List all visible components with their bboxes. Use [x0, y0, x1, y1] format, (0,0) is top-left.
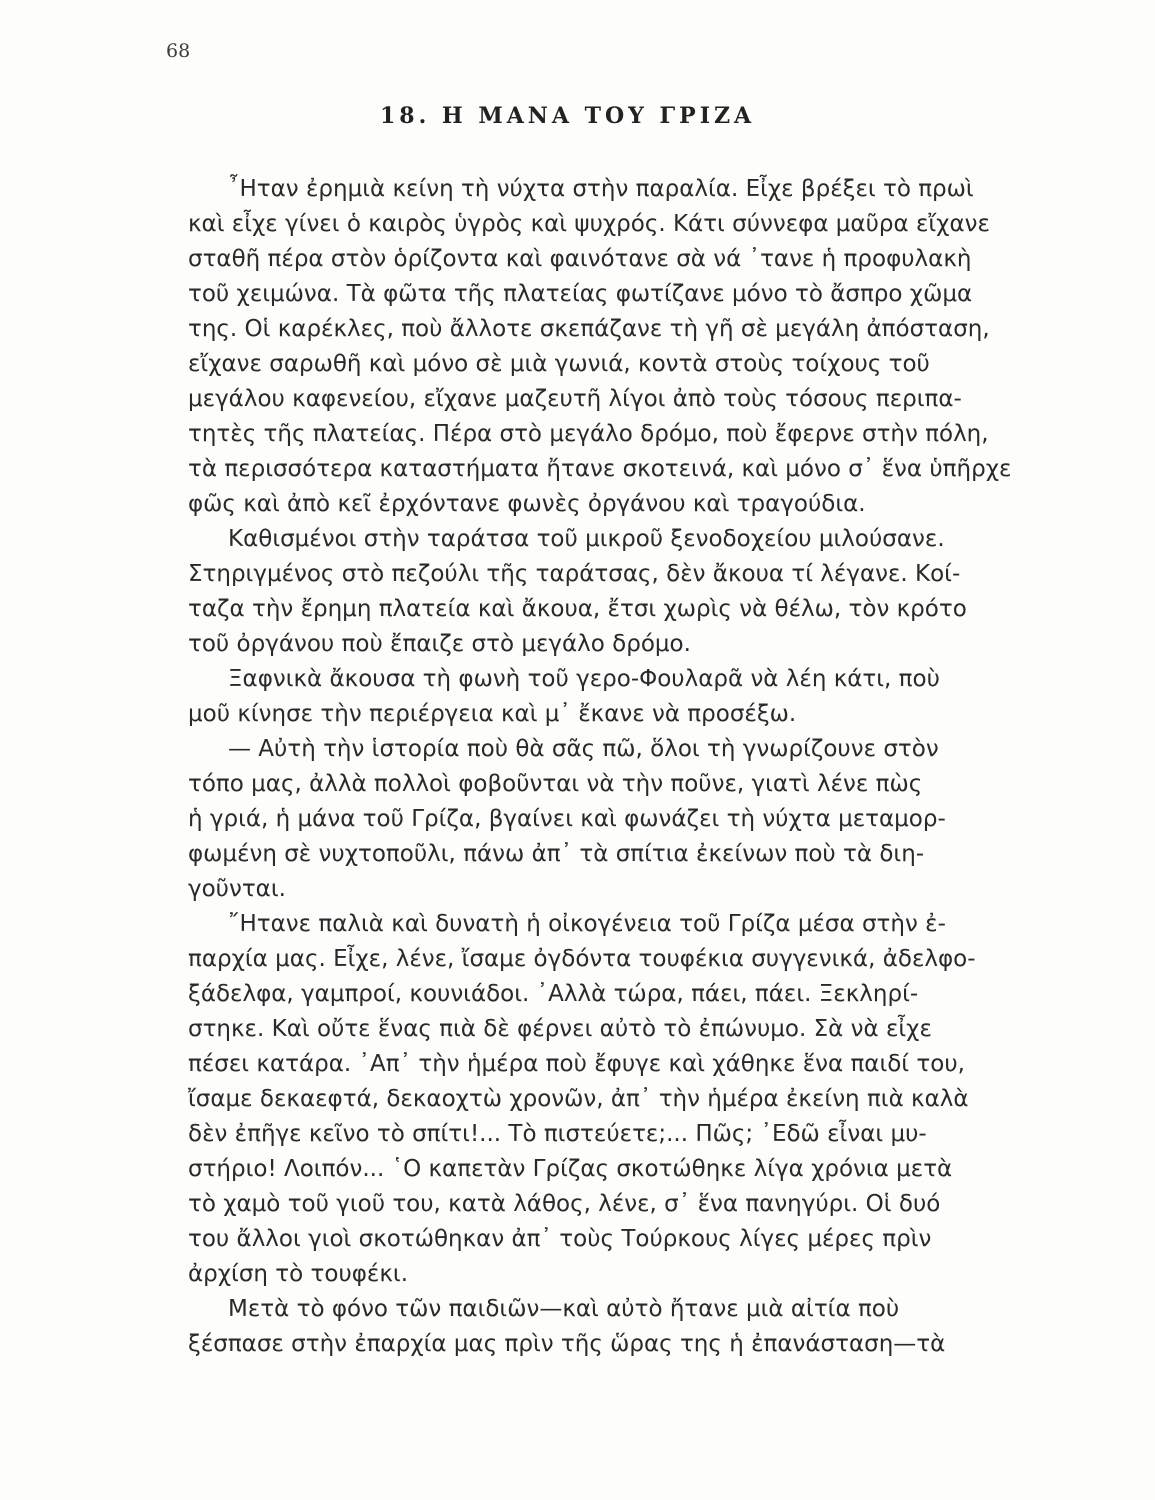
text-line: Στηριγμένος στὸ πεζούλι τῆς ταράτσας, δὲν ἄκουα τί λέγανε. Κοί-	[188, 561, 961, 587]
text-line: στηκε. Καὶ οὔτε ἕνας πιὰ δὲ φέρνει αὐτὸ τὸ ἐπώνυμο. Σὰ νὰ εἶχε	[188, 1016, 932, 1042]
body-text	[188, 172, 1048, 1362]
text-line: ταζα τὴν ἔρημη πλατεία καὶ ἄκουα, ἔτσι χωρὶς νὰ θέλω, τὸν κρότο	[188, 596, 967, 622]
text-line: στήριο! Λοιπόν... ῾Ο καπετὰν Γρίζας σκοτώθηκε λίγα χρόνια μετὰ	[188, 1156, 953, 1182]
text-line: ξάδελφα, γαμπροί, κουνιάδοι. ᾽Αλλὰ τώρα, πάει, πάει. Ξεκληρί-	[188, 981, 919, 1007]
text-line: μεγάλου καφενείου, εἴχανε μαζευτῆ λίγοι ἀπὸ τοὺς τόσους περιπα-	[188, 386, 962, 412]
text-line: εἴχανε σαρωθῆ καὶ μόνο σὲ μιὰ γωνιά, κοντὰ στοὺς τοίχους τοῦ	[188, 351, 930, 377]
text-line: Μετὰ τὸ φόνο τῶν παιδιῶν—καὶ αὐτὸ ἤτανε μιὰ αἰτία ποὺ	[228, 1296, 900, 1322]
text-line: τὰ περισσότερα καταστήματα ἤτανε σκοτεινά, καὶ μόνο σ᾽ ἕνα ὑπῆρχε	[188, 456, 1012, 482]
text-line: ῏Ηταν ἐρημιὰ κείνη τὴ νύχτα στὴν παραλία. Εἶχε βρέξει τὸ πρωὶ	[228, 176, 974, 202]
text-line: τοῦ χειμώνα. Τὰ φῶτα τῆς πλατείας φωτίζανε μόνο τὸ ἄσπρο χῶμα	[188, 281, 973, 307]
text-line: ἴσαμε δεκαεφτά, δεκαοχτὼ χρονῶν, ἀπ᾽ τὴν ἡμέρα ἐκείνη πιὰ καλὰ	[188, 1086, 969, 1112]
text-line: τοῦ ὀργάνου ποὺ ἔπαιζε στὸ μεγάλο δρόμο.	[188, 631, 691, 657]
text-line: σταθῆ πέρα στὸν ὁρίζοντα καὶ φαινότανε σὰ νά ᾽τανε ἡ προφυλακὴ	[188, 246, 972, 272]
text-line: Καθισμένοι στὴν ταράτσα τοῦ μικροῦ ξενοδοχείου μιλούσανε.	[228, 526, 945, 552]
text-line: — Αὐτὴ τὴν ἱστορία ποὺ θὰ σᾶς πῶ, ὅλοι τὴ γνωρίζουνε στὸν	[228, 736, 939, 762]
text-line: ἀρχίση τὸ τουφέκι.	[188, 1261, 409, 1287]
text-line: τόπο μας, ἀλλὰ πολλοὶ φοβοῦνται νὰ τὴν ποῦνε, γιατὶ λένε πὼς	[188, 771, 923, 797]
page-number: 68	[166, 40, 191, 62]
text-line: ξέσπασε στὴν ἐπαρχία μας πρὶν τῆς ὥρας της ἡ ἐπανάσταση—τὰ	[188, 1331, 946, 1357]
text-line: Ξαφνικὰ ἄκουσα τὴ φωνὴ τοῦ γερο-Φουλαρᾶ νὰ λέη κάτι, ποὺ	[228, 666, 940, 692]
text-line: φωμένη σὲ νυχτοποῦλι, πάνω ἀπ᾽ τὰ σπίτια ἐκείνων ποὺ τὰ διη-	[188, 841, 925, 867]
text-line: τητὲς τῆς πλατείας. Πέρα στὸ μεγάλο δρόμο, ποὺ ἔφερνε στὴν πόλη,	[188, 421, 989, 447]
text-line: δὲν ἐπῆγε κεῖνο τὸ σπίτι!... Τὸ πιστεύετε;... Πῶς; ᾽Εδῶ εἶναι μυ-	[188, 1121, 927, 1147]
text-line: μοῦ κίνησε τὴν περιέργεια καὶ μ᾽ ἔκανε νὰ προσέξω.	[188, 701, 797, 727]
text-line: του ἄλλοι γιοὶ σκοτώθηκαν ἀπ᾽ τοὺς Τούρκους λίγες μέρες πρὶν	[188, 1226, 932, 1252]
text-line: ῎Ητανε παλιὰ καὶ δυνατὴ ἡ οἰκογένεια τοῦ Γρίζα μέσα στὴν ἐ-	[228, 911, 946, 937]
text-line: γοῦνται.	[188, 876, 286, 902]
text-line: ἡ γριά, ἡ μάνα τοῦ Γρίζα, βγαίνει καὶ φωνάζει τὴ νύχτα μεταμορ-	[188, 806, 946, 832]
chapter-title: 18. Η ΜΑΝΑ ΤΟΥ ΓΡΙΖΑ	[380, 103, 756, 129]
text-line: της. Οἱ καρέκλες, ποὺ ἄλλοτε σκεπάζανε τὴ γῆ σὲ μεγάλη ἀπόσταση,	[188, 316, 990, 342]
text-line: παρχία μας. Εἶχε, λένε, ἴσαμε ὀγδόντα τουφέκια συγγενικά, ἀδελφο-	[188, 946, 976, 972]
text-line: τὸ χαμὸ τοῦ γιοῦ του, κατὰ λάθος, λένε, σ᾽ ἕνα πανηγύρι. Οἱ δυό	[188, 1191, 941, 1217]
text-line: πέσει κατάρα. ᾽Απ᾽ τὴν ἡμέρα ποὺ ἔφυγε καὶ χάθηκε ἕνα παιδί του,	[188, 1051, 965, 1077]
text-line: καὶ εἶχε γίνει ὁ καιρὸς ὑγρὸς καὶ ψυχρός. Κάτι σύννεφα μαῦρα εἴχανε	[188, 211, 990, 237]
text-line: φῶς καὶ ἀπὸ κεῖ ἐρχόντανε φωνὲς ὀργάνου καὶ τραγούδια.	[188, 491, 866, 517]
